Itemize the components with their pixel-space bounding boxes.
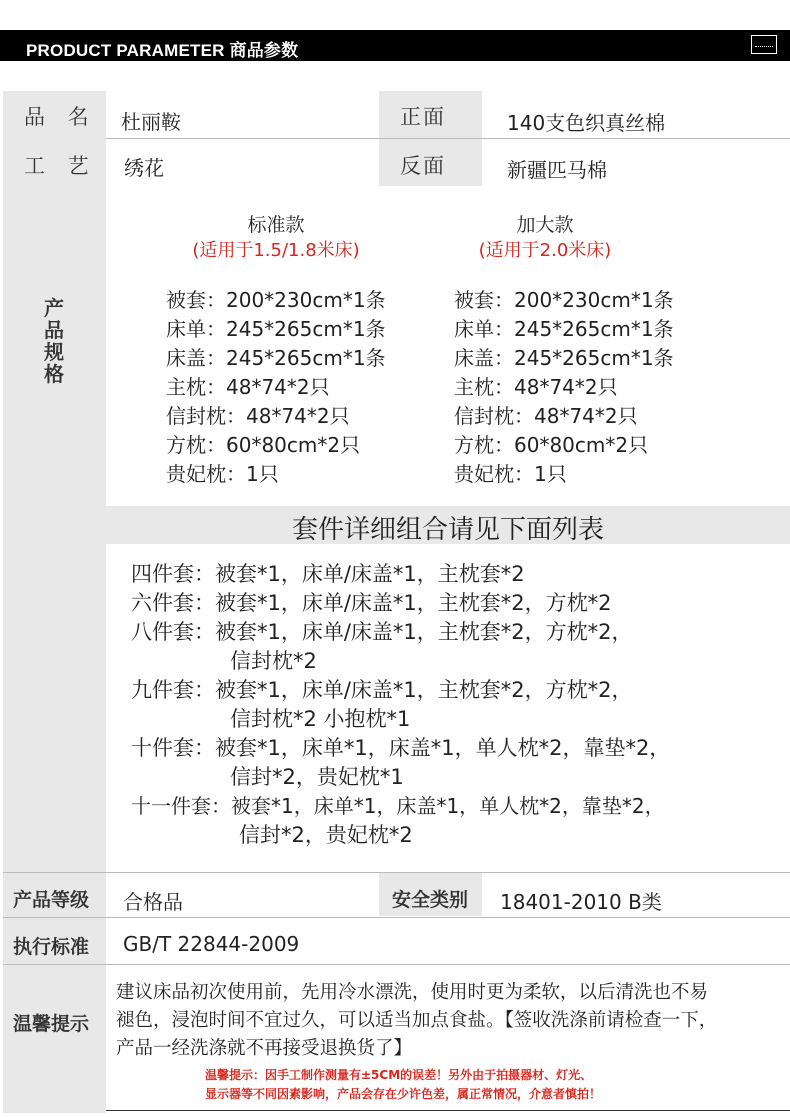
specs-label-char: 规 <box>44 340 64 364</box>
spec-item: 贵妃枕：1只 <box>166 462 279 486</box>
spec-item: 床盖：245*265cm*1条 <box>454 346 674 370</box>
standard-note: (适用于1.5/1.8米床) <box>192 240 360 261</box>
spec-item: 被套：200*230cm*1条 <box>454 288 674 312</box>
page-title: PRODUCT PARAMETER 商品参数 <box>26 41 299 60</box>
combo-line: 六件套：被套*1，床单/床盖*1，主枕套*2，方枕*2 <box>131 591 612 615</box>
standard-spec-list <box>166 286 386 489</box>
combo-line: 八件套：被套*1，床单/床盖*1，主枕套*2，方枕*2， <box>131 620 633 644</box>
large-note: (适用于2.0米床) <box>478 240 612 261</box>
name-value: 杜丽鞍 <box>121 110 181 134</box>
combo-line: 信封*2，贵妃枕*1 <box>230 765 404 789</box>
exec-standard-label: 执行标准 <box>13 936 90 958</box>
combo-banner: 套件详细组合请见下面列表 <box>291 515 604 545</box>
combo-line: 十件套：被套*1，床单*1，床盖*1，单人枕*2，靠垫*2， <box>131 736 671 760</box>
specs-label-char: 品 <box>44 318 64 342</box>
spec-item: 主枕：48*74*2只 <box>166 375 330 399</box>
tips-line: 产品一经洗涤就不再接受退换货了】 <box>116 1038 413 1059</box>
specs-label <box>44 297 68 385</box>
specs-label-char: 产 <box>44 296 64 320</box>
grade-value: 合格品 <box>123 890 183 914</box>
tips-line: 建议床品初次使用前，先用冷水漂洗，使用时更为柔软，以后清洗也不易 <box>116 982 709 1003</box>
spec-item: 信封枕：48*74*2只 <box>454 404 638 428</box>
exec-standard-value: GB/T 22844-2009 <box>123 932 300 956</box>
spec-item: 床单：245*265cm*1条 <box>454 317 674 341</box>
safety-label: 安全类别 <box>392 889 469 911</box>
name-label: 品 名 <box>24 105 97 129</box>
tips-warning <box>205 1066 601 1104</box>
back-value: 新疆匹马棉 <box>507 158 607 182</box>
combo-line: 信封枕*2 <box>230 649 317 673</box>
combo-line: 四件套：被套*1，床单/床盖*1，主枕套*2 <box>131 562 525 586</box>
combo-line: 信封*2，贵妃枕*2 <box>239 823 413 847</box>
spec-item: 床盖：245*265cm*1条 <box>166 346 386 370</box>
tips-line: 褪色，浸泡时间不宜过久，可以适当加点食盐。【签收洗涤前请检查一下， <box>116 1010 718 1031</box>
row-divider <box>3 964 790 965</box>
combo-line: 九件套：被套*1，床单/床盖*1，主枕套*2，方枕*2， <box>131 678 633 702</box>
spec-item: 主枕：48*74*2只 <box>454 375 618 399</box>
spec-item: 贵妃枕：1只 <box>454 462 567 486</box>
tips-text <box>116 979 717 1063</box>
spec-item: 信封枕：48*74*2只 <box>166 404 350 428</box>
spec-item: 方枕：60*80cm*2只 <box>166 433 361 457</box>
row-divider <box>3 917 790 918</box>
grade-label: 产品等级 <box>13 889 90 911</box>
combo-line: 信封枕*2 小抱枕*1 <box>230 707 411 731</box>
header-bar <box>0 30 790 61</box>
large-title: 加大款 <box>516 214 574 236</box>
tips-label: 温馨提示 <box>13 1013 90 1035</box>
standard-title: 标准款 <box>247 214 305 236</box>
bottom-rule <box>106 1110 790 1111</box>
spec-item: 方枕：60*80cm*2只 <box>454 433 649 457</box>
back-label: 反面 <box>400 154 446 178</box>
combo-line: 十一件套：被套*1，床单*1，床盖*1，单人枕*2，靠垫*2， <box>131 794 665 818</box>
front-label: 正面 <box>400 105 446 129</box>
film-frame-icon <box>751 35 777 54</box>
front-value: 140支色织真丝棉 <box>507 111 666 135</box>
craft-value: 绣花 <box>124 156 164 180</box>
warning-line: 温馨提示：因手工制作测量有±5CM的误差！另外由于拍摄器材、灯光、 <box>205 1068 593 1082</box>
craft-label: 工 艺 <box>24 154 97 178</box>
label-column <box>3 91 106 1113</box>
spec-item: 床单：245*265cm*1条 <box>166 317 386 341</box>
large-spec-list <box>454 286 674 489</box>
specs-label-char: 格 <box>44 362 64 386</box>
spec-item: 被套：200*230cm*1条 <box>166 288 386 312</box>
safety-value: 18401-2010 B类 <box>500 890 662 914</box>
warning-line: 显示器等不同因素影响，产品会存在少许色差，属正常情况，介意者慎拍！ <box>205 1087 602 1101</box>
